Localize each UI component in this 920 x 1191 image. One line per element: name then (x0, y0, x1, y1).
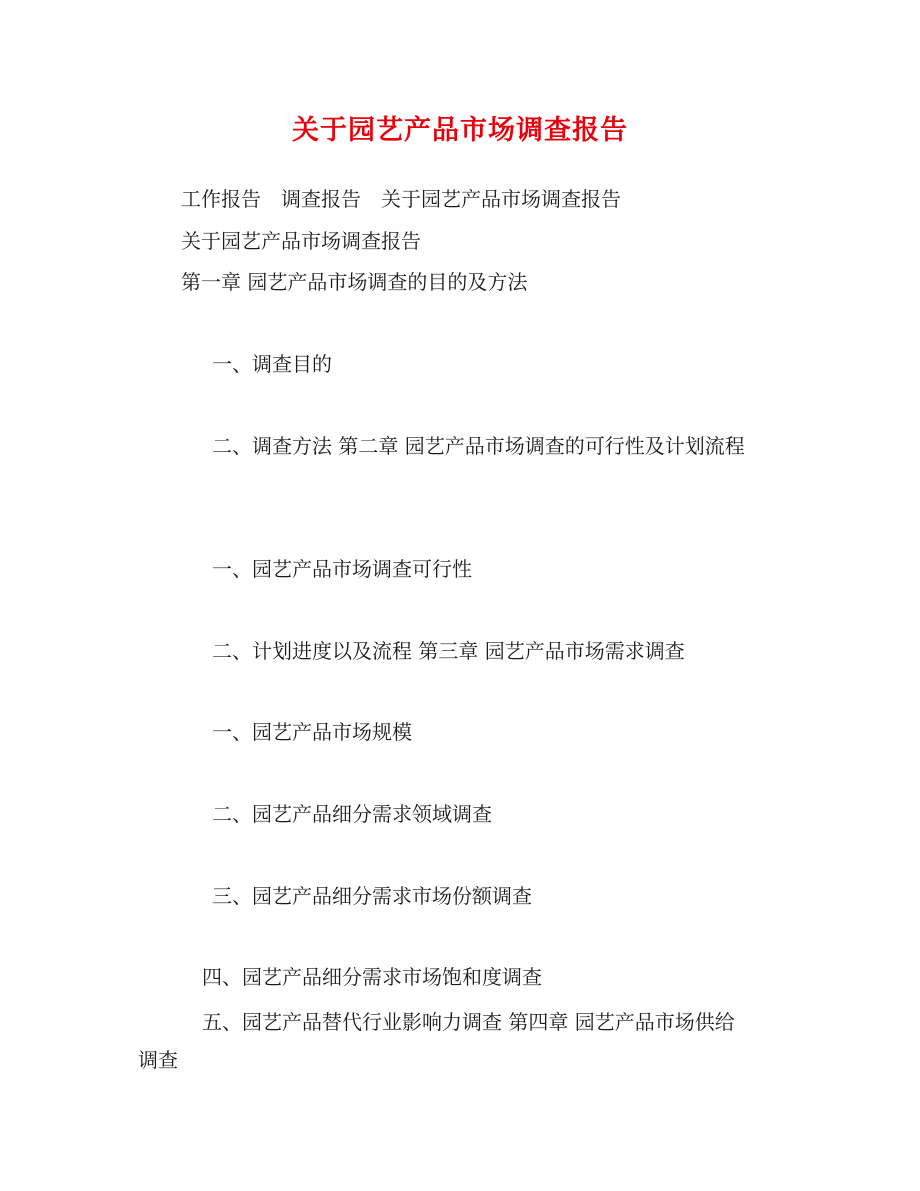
section-line: 四、园艺产品细分需求市场饱和度调查 (202, 965, 542, 989)
section-line: 三、园艺产品细分需求市场份额调查 (212, 884, 532, 908)
section-line: 一、调查目的 (212, 352, 332, 376)
document-title: 关于园艺产品市场调查报告 (292, 115, 628, 146)
subtitle-line: 关于园艺产品市场调查报告 (181, 229, 421, 253)
section-line: 一、园艺产品市场规模 (212, 720, 412, 744)
chapter-one-heading: 第一章 园艺产品市场调查的目的及方法 (181, 270, 528, 294)
section-line: 一、园艺产品市场调查可行性 (212, 557, 472, 581)
section-line: 二、园艺产品细分需求领域调查 (212, 802, 492, 826)
section-line-wrap: 调查 (138, 1048, 178, 1072)
section-line: 五、园艺产品替代行业影响力调查 第四章 园艺产品市场供给 (202, 1010, 735, 1034)
section-line: 二、调查方法 第二章 园艺产品市场调查的可行性及计划流程 (212, 434, 745, 458)
section-line: 二、计划进度以及流程 第三章 园艺产品市场需求调查 (212, 639, 685, 663)
breadcrumb-line: 工作报告 调查报告 关于园艺产品市场调查报告 (181, 187, 621, 211)
